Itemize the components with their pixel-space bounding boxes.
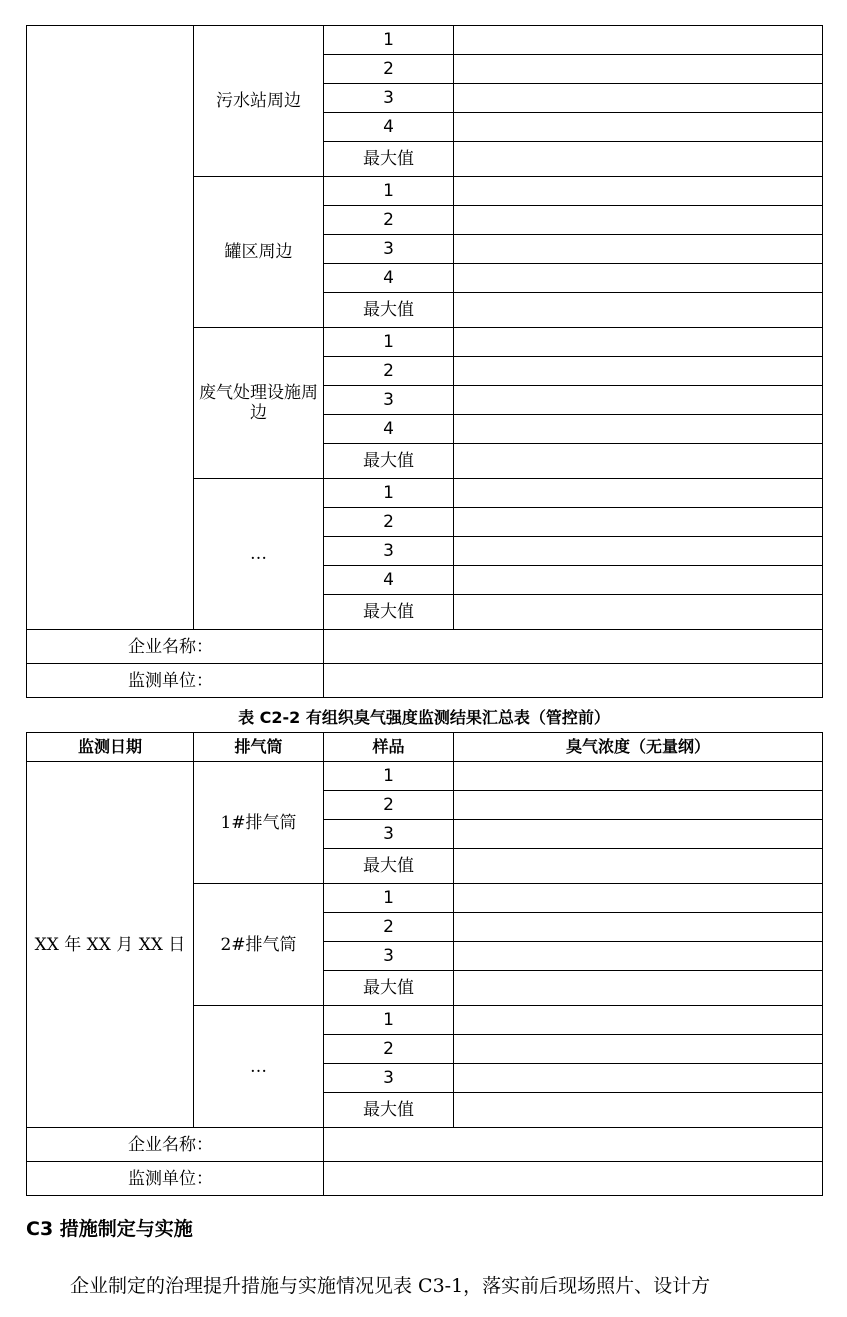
table-row xyxy=(27,26,823,55)
sample-cell: 3 xyxy=(324,386,454,415)
odor-concentration-cell xyxy=(454,1064,823,1093)
monitoring-unit-value xyxy=(324,664,823,698)
stack-cell: … xyxy=(194,1006,324,1128)
sample-cell: 2 xyxy=(324,913,454,942)
value-cell xyxy=(454,293,823,328)
value-cell xyxy=(454,508,823,537)
sample-cell: 3 xyxy=(324,537,454,566)
sample-cell: 1 xyxy=(324,479,454,508)
value-cell xyxy=(454,444,823,479)
value-cell xyxy=(454,235,823,264)
unorganized-odor-table-continued xyxy=(26,25,823,698)
sample-cell: 1 xyxy=(324,328,454,357)
header-date: 监测日期 xyxy=(27,733,194,762)
sample-cell: 4 xyxy=(324,415,454,444)
monitoring-unit-label: 监测单位： xyxy=(27,664,324,698)
table-caption: 表 C2-2 有组织臭气强度监测结果汇总表（管控前） xyxy=(238,708,610,727)
value-cell xyxy=(454,566,823,595)
sample-cell: 最大值 xyxy=(324,595,454,630)
odor-concentration-cell xyxy=(454,1093,823,1128)
value-cell xyxy=(454,206,823,235)
sample-cell: 3 xyxy=(324,1064,454,1093)
odor-concentration-cell xyxy=(454,1035,823,1064)
location-cell: 废气处理设施周边 xyxy=(194,328,324,479)
odor-concentration-cell xyxy=(454,1006,823,1035)
value-cell xyxy=(454,415,823,444)
sample-cell: 1 xyxy=(324,1006,454,1035)
odor-concentration-cell xyxy=(454,791,823,820)
company-name-label: 企业名称： xyxy=(27,1128,324,1162)
sample-cell: 1 xyxy=(324,26,454,55)
sample-cell: 3 xyxy=(324,942,454,971)
value-cell xyxy=(454,264,823,293)
sample-cell: 最大值 xyxy=(324,293,454,328)
sample-cell: 最大值 xyxy=(324,971,454,1006)
odor-concentration-cell xyxy=(454,913,823,942)
sample-cell: 1 xyxy=(324,884,454,913)
header-sample: 样品 xyxy=(324,733,454,762)
sample-cell: 4 xyxy=(324,566,454,595)
sample-cell: 2 xyxy=(324,206,454,235)
odor-concentration-cell xyxy=(454,762,823,791)
header-stack: 排气筒 xyxy=(194,733,324,762)
location-cell: … xyxy=(194,479,324,630)
value-cell xyxy=(454,386,823,415)
monitoring-date-cell: XX 年 XX 月 XX 日 xyxy=(27,762,194,1128)
company-name-label: 企业名称： xyxy=(27,630,324,664)
sample-cell: 2 xyxy=(324,357,454,386)
footer-row xyxy=(27,1162,823,1196)
sample-cell: 3 xyxy=(324,84,454,113)
stack-cell: 1#排气筒 xyxy=(194,762,324,884)
footer-row xyxy=(27,1128,823,1162)
value-cell xyxy=(454,55,823,84)
sample-cell: 最大值 xyxy=(324,849,454,884)
value-cell xyxy=(454,537,823,566)
header-odor-concentration: 臭气浓度（无量纲） xyxy=(454,733,823,762)
odor-concentration-cell xyxy=(454,884,823,913)
company-name-value xyxy=(324,1128,823,1162)
sample-cell: 3 xyxy=(324,820,454,849)
stack-cell: 2#排气筒 xyxy=(194,884,324,1006)
body-paragraph: 企业制定的治理提升措施与实施情况见表 C3-1，落实前后现场照片、设计方 xyxy=(70,1275,711,1297)
sample-cell: 最大值 xyxy=(324,142,454,177)
value-cell xyxy=(454,142,823,177)
value-cell xyxy=(454,26,823,55)
odor-concentration-cell xyxy=(454,971,823,1006)
odor-concentration-cell xyxy=(454,820,823,849)
table-row xyxy=(27,762,823,791)
value-cell xyxy=(454,84,823,113)
sample-cell: 最大值 xyxy=(324,444,454,479)
value-cell xyxy=(454,357,823,386)
date-cell-continued xyxy=(27,26,194,630)
sample-cell: 2 xyxy=(324,791,454,820)
sample-cell: 1 xyxy=(324,177,454,206)
sample-cell: 2 xyxy=(324,508,454,537)
odor-concentration-cell xyxy=(454,849,823,884)
sample-cell: 2 xyxy=(324,55,454,84)
location-cell: 罐区周边 xyxy=(194,177,324,328)
location-cell: 污水站周边 xyxy=(194,26,324,177)
odor-concentration-cell xyxy=(454,942,823,971)
sample-cell: 1 xyxy=(324,762,454,791)
footer-row xyxy=(27,630,823,664)
company-name-value xyxy=(324,630,823,664)
footer-row xyxy=(27,664,823,698)
monitoring-unit-value xyxy=(324,1162,823,1196)
organized-odor-table xyxy=(26,732,823,1196)
value-cell xyxy=(454,479,823,508)
value-cell xyxy=(454,328,823,357)
sample-cell: 4 xyxy=(324,113,454,142)
sample-cell: 2 xyxy=(324,1035,454,1064)
section-heading: C3 措施制定与实施 xyxy=(26,1218,193,1240)
table-header-row xyxy=(27,733,823,762)
sample-cell: 最大值 xyxy=(324,1093,454,1128)
value-cell xyxy=(454,177,823,206)
monitoring-unit-label: 监测单位： xyxy=(27,1162,324,1196)
sample-cell: 3 xyxy=(324,235,454,264)
sample-cell: 4 xyxy=(324,264,454,293)
value-cell xyxy=(454,595,823,630)
value-cell xyxy=(454,113,823,142)
